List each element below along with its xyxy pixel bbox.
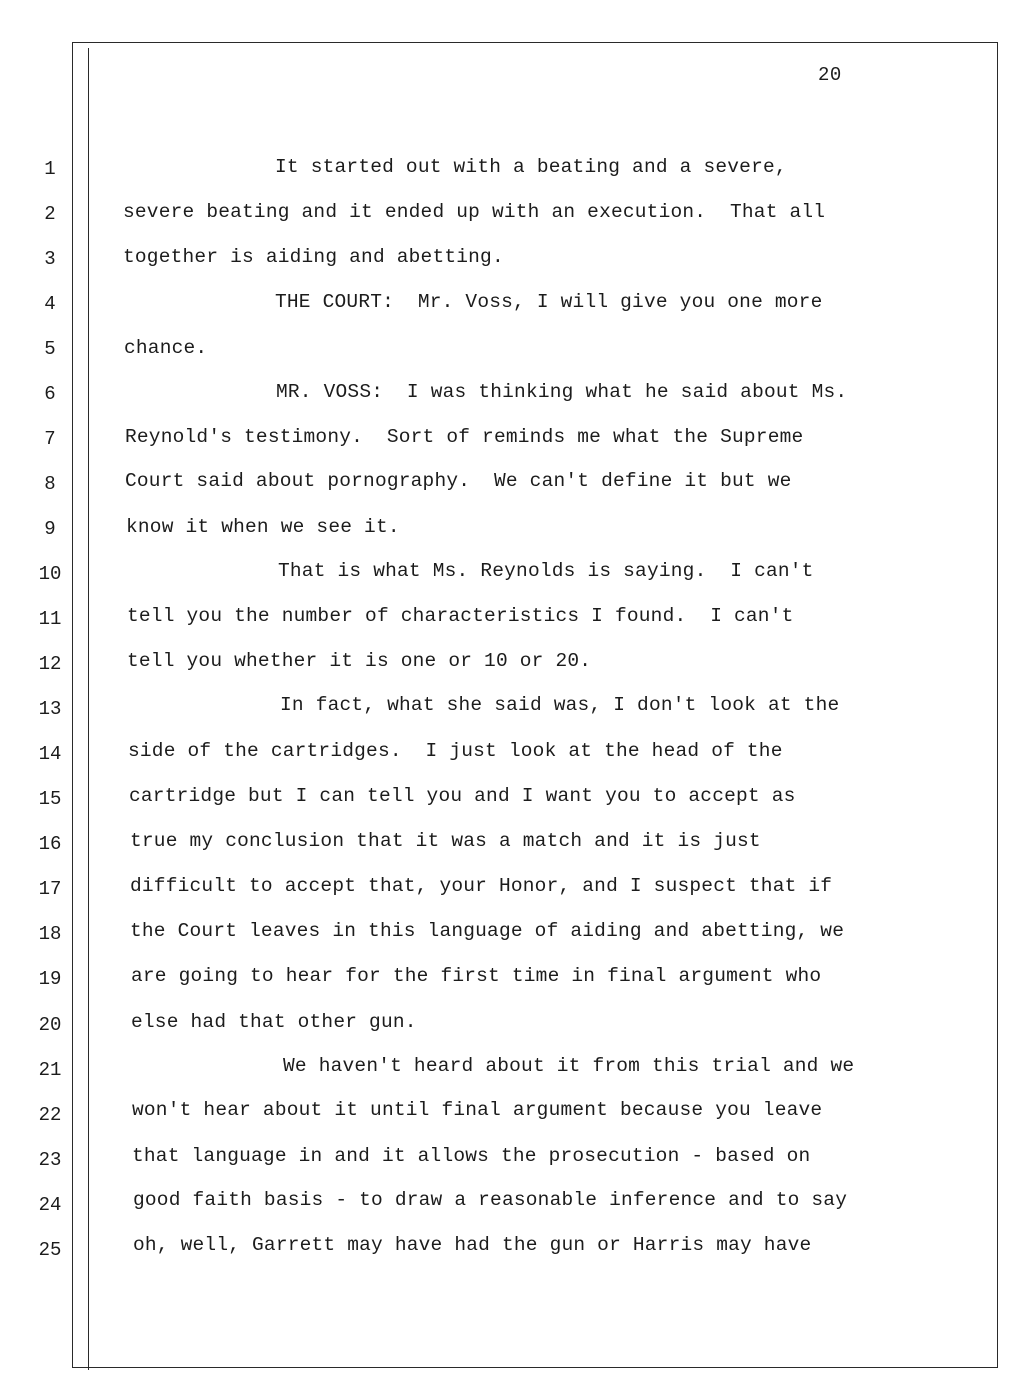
line-number: 7 [44,428,56,450]
transcript-line: chance. [124,337,208,359]
line-number: 20 [38,1014,62,1036]
transcript-line: MR. VOSS: I was thinking what he said about Ms. [276,381,848,403]
transcript-line: It started out with a beating and a severe, [275,156,787,178]
line-number: 24 [38,1194,62,1216]
transcript-line: the Court leaves in this language of aiding and abetting, we [130,920,845,942]
transcript-line: cartridge but I can tell you and I want you to accept as [129,785,796,807]
line-number: 17 [38,878,62,900]
line-number: 9 [44,518,56,540]
transcript-line: know it when we see it. [126,516,400,538]
transcript-line: that language in and it allows the prosecution - based on [132,1145,811,1167]
line-number: 21 [38,1059,62,1081]
transcript-line: oh, well, Garrett may have had the gun or Harris may have [133,1234,812,1256]
line-number: 8 [44,473,56,495]
transcript-line: Reynold's testimony. Sort of reminds me what the Supreme [125,426,804,448]
line-number: 10 [38,563,62,585]
transcript-line: Court said about pornography. We can't define it but we [125,470,792,492]
line-number: 15 [38,788,62,810]
transcript-line: side of the cartridges. I just look at the head of the [128,740,783,762]
line-number: 4 [44,293,56,315]
line-number: 22 [38,1104,62,1126]
transcript-line: tell you whether it is one or 10 or 20. [127,650,592,672]
transcript-line: severe beating and it ended up with an execution. That all [123,201,826,223]
line-number: 1 [44,158,56,180]
left-margin-rule [88,48,89,1370]
line-number: 2 [44,203,56,225]
transcript-line: are going to hear for the first time in final argument who [131,965,822,987]
transcript-line: In fact, what she said was, I don't look at the [280,694,840,716]
line-number: 19 [38,968,62,990]
line-number: 12 [38,653,62,675]
transcript-line: We haven't heard about it from this trial and we [283,1055,855,1077]
transcript-line: That is what Ms. Reynolds is saying. I can't [278,560,814,582]
line-number: 5 [44,338,56,360]
line-number: 13 [38,698,62,720]
transcript-line: won't hear about it until final argument because you leave [132,1099,823,1121]
transcript-line: THE COURT: Mr. Voss, I will give you one more [275,291,823,313]
line-number: 25 [38,1239,62,1261]
transcript-line: tell you the number of characteristics I found. I can't [127,605,794,627]
line-number: 16 [38,833,62,855]
line-number: 14 [38,743,62,765]
transcript-line: difficult to accept that, your Honor, and I suspect that if [130,875,833,897]
line-number: 6 [44,383,56,405]
transcript-line: else had that other gun. [131,1011,417,1033]
transcript-line: together is aiding and abetting. [123,246,504,268]
line-number: 3 [44,248,56,270]
transcript-line: good faith basis - to draw a reasonable inference and to say [133,1189,848,1211]
page-number: 20 [818,64,842,86]
line-number: 18 [38,923,62,945]
line-number: 23 [38,1149,62,1171]
line-number: 11 [38,608,62,630]
transcript-line: true my conclusion that it was a match and it is just [130,830,761,852]
